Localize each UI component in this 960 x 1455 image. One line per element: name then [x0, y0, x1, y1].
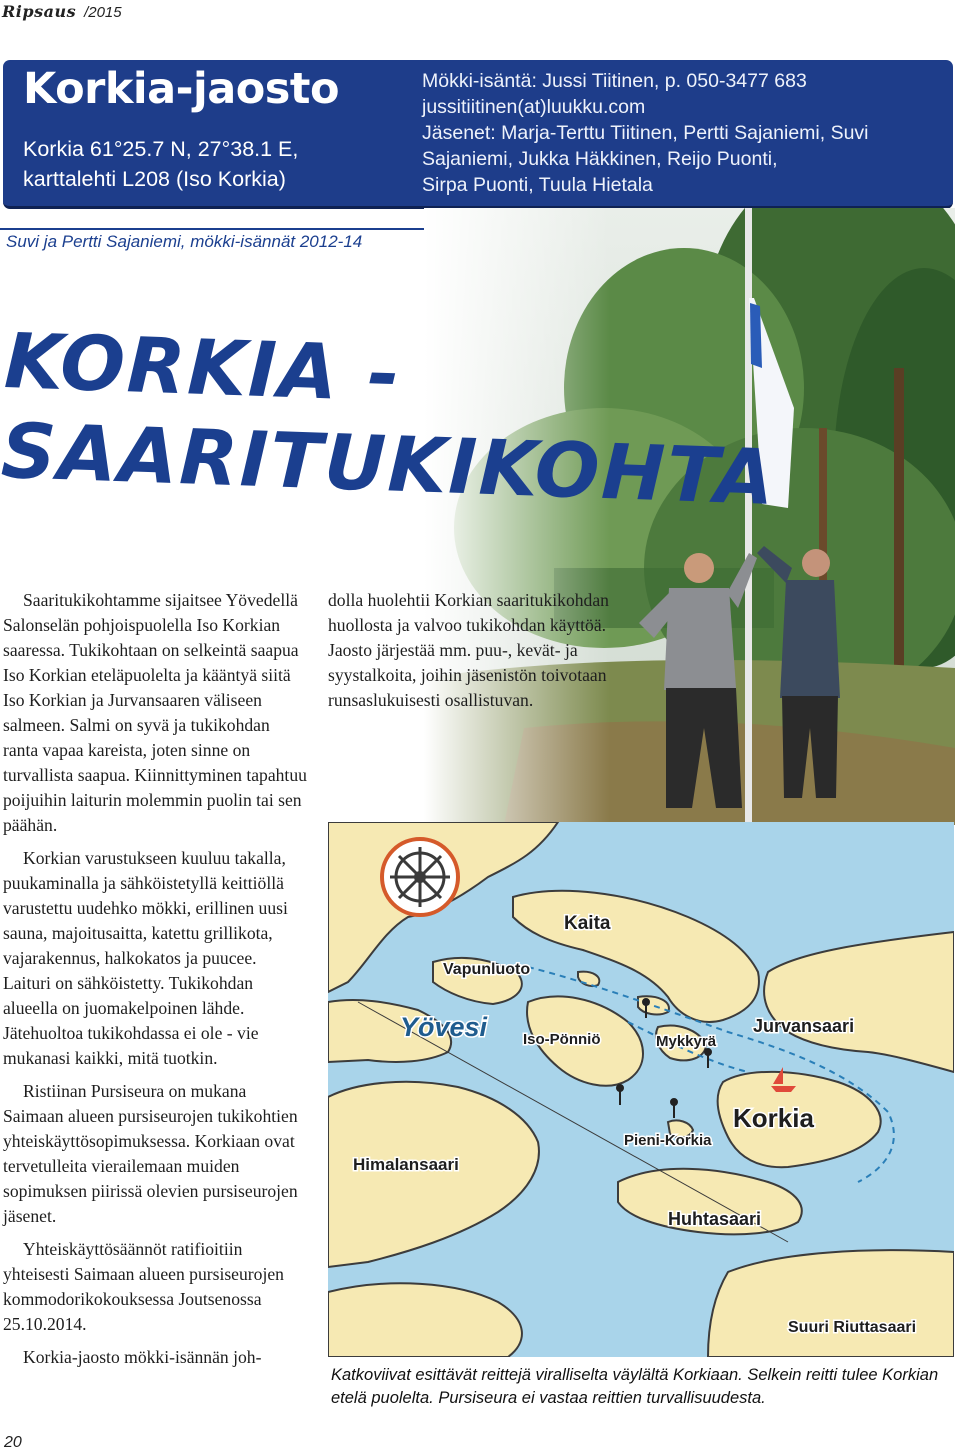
members-line: Sirpa Puonti, Tuula Hietala: [422, 174, 653, 196]
route-map: [328, 822, 954, 1357]
header-box: [3, 60, 953, 209]
coordinates-line: Korkia 61°25.7 N, 27°38.1 E,: [23, 137, 299, 161]
article-paragraph: Korkian varustukseen kuuluu takalla, puukaminalla ja sähköistetyllä keittiöllä varustettu uudehko mökki, erillinen uusi sauna, majoitusaitta, katettu grillikota, vajarakennus, halkokatos ja puucee. Laituri on sähköistetty. Tukikohdan alueella on juomakelpoinen lähde. Jätehuoltoa tukikohdassa ei ole - vie mukanasi kaikki, mitä tuotkin.: [3, 848, 288, 1068]
article-column-right: [328, 588, 633, 713]
article-column-left: [3, 588, 308, 1378]
headline-line: KORKIA -: [2, 316, 403, 419]
map-label-kaita: Kaita: [564, 913, 611, 934]
map-label-jurvansaari: Jurvansaari: [753, 1016, 855, 1036]
article-paragraph: Ristiinan Pursiseura on mukana Saimaan alueen pursiseurojen tukikohtien yhteiskäyttösopimuksessa. Korkiaan ovat tervetulleita vierailemaan muiden sopimuksen piirissä olevien pursiseurojen jäsenet.: [3, 1081, 298, 1226]
map-label-vapunluoto: Vapunluoto: [443, 961, 531, 978]
map-caption: Katkoviivat esittävät reittejä viralliselta väylältä Korkiaan. Selkein reitti tulee Korkian etelä puolelta. Pursiseura ei vastaa reittien turvallisuudesta.: [331, 1366, 939, 1407]
members-line: Sajaniemi, Jukka Häkkinen, Reijo Puonti,: [422, 148, 778, 170]
article-paragraph: Saaritukikohtamme sijaitsee Yövedellä Salonselän pohjoispuolella Iso Korkian saaressa. Tukikohtaan on selkeintä saapua Iso Korkian eteläpuolelta ja kääntyä siitä Iso Korkian ja Jurvansaaren väliseen salmeen. Salmi on syvä ja tukikohdan ranta vapaa kareista, joten sinne on turvallista saapua. Kiinnittyminen tapahtuu poijuihin laiturin molemmin puolin tai sen päähän.: [3, 590, 307, 835]
map-label-yovesi: Yövesi: [400, 1012, 488, 1042]
map-label-suuri-riuttasaari: Suuri Riuttasaari: [788, 1319, 917, 1336]
byline: Suvi ja Pertti Sajaniemi, mökki-isännät 2012-14: [6, 232, 363, 251]
map-label-pieni-korkia: Pieni-Korkia: [624, 1132, 712, 1149]
members-line: Jäsenet: Marja-Terttu Tiitinen, Pertti Sajaniemi, Suvi: [422, 122, 869, 144]
byline-rule: [0, 228, 478, 230]
article-paragraph: Korkia-jaosto mökki-isännän joh-: [23, 1347, 262, 1367]
contact-info: [422, 68, 947, 198]
map-label-mykkyra: Mykkyrä: [656, 1033, 717, 1050]
map-label-korkia: Korkia: [733, 1103, 814, 1133]
headline-line: SAARITUKIKOHTA: [0, 405, 778, 522]
chart-sheet-line: karttalehti L208 (Iso Korkia): [23, 167, 286, 191]
map-label-himalansaari: Himalansaari: [353, 1155, 459, 1174]
page-number: 20: [4, 1434, 22, 1451]
map-label-huhtasaari: Huhtasaari: [668, 1209, 762, 1229]
map-label-iso-ponnio: Iso-Pönniö: [523, 1031, 601, 1048]
issue-number: /2015: [84, 4, 122, 21]
article-paragraph: dolla huolehtii Korkian saaritukikohdan huollosta ja valvoo tukikohdan käyttöä. Jaosto järjestää mm. puu-, kevät- ja syystalkoita, joihin jäsenistön toivotaan runsaslukuisesti osallistuvan.: [328, 590, 609, 710]
article-paragraph: Yhteiskäyttösäännöt ratifioitiin yhteisesti Saimaan alueen pursiseurojen kommodorikokouksessa Joutsenossa 25.10.2014.: [3, 1239, 284, 1334]
host-email: jussitiitinen(at)luukku.com: [422, 96, 646, 118]
running-header: [2, 2, 122, 21]
host-line: Mökki-isäntä: Jussi Tiitinen, p. 050-3477 683: [422, 70, 807, 92]
magazine-name: Ripsaus: [2, 2, 77, 21]
section-title: Korkia-jaosto: [23, 64, 339, 114]
location-coordinates: [23, 134, 373, 194]
headline: [0, 316, 780, 523]
compass-rose-icon: [382, 839, 458, 915]
